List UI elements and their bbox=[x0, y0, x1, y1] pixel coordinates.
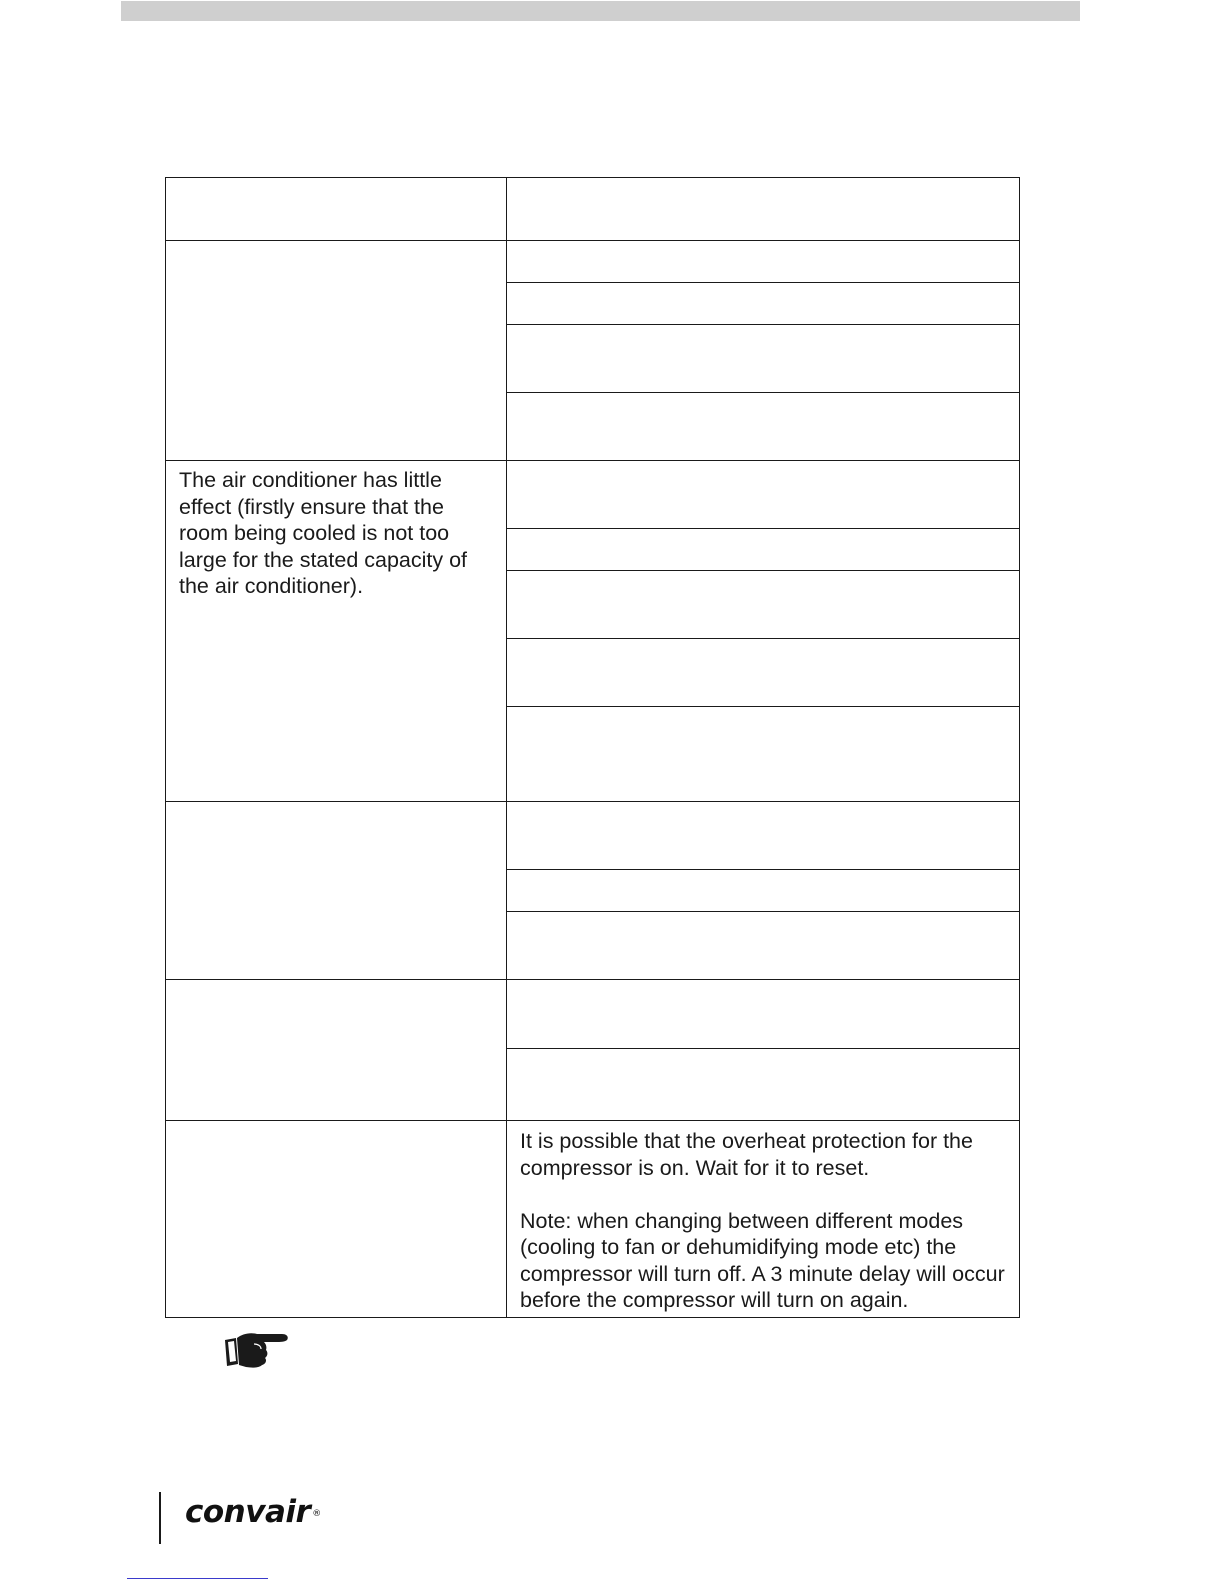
troubleshooting-table bbox=[165, 177, 1020, 1318]
table-row bbox=[166, 461, 1020, 529]
solution-cell bbox=[507, 529, 1020, 571]
header-band bbox=[121, 1, 1080, 21]
table-header-row bbox=[166, 178, 1020, 241]
solution-cell bbox=[507, 393, 1020, 461]
problem-cell-1 bbox=[166, 241, 507, 461]
bottom-underline bbox=[127, 1578, 268, 1579]
header-solution-cell bbox=[507, 178, 1020, 241]
problem-cell-2: The air conditioner has little effect (firstly ensure that the room being cooled is not too large for the stated capacity of the air conditioner). bbox=[166, 461, 507, 802]
solution-cell bbox=[507, 241, 1020, 283]
table-row bbox=[166, 1121, 1020, 1318]
solution-cell bbox=[507, 639, 1020, 707]
solution-cell bbox=[507, 802, 1020, 870]
footer-divider bbox=[159, 1492, 161, 1544]
solution-cell bbox=[507, 1049, 1020, 1121]
solution-cell bbox=[507, 980, 1020, 1049]
solution-cell bbox=[507, 870, 1020, 912]
problem-cell-3 bbox=[166, 802, 507, 980]
solution-cell bbox=[507, 707, 1020, 802]
solution-paragraph: It is possible that the overheat protection for the compressor is on. Wait for it to reset. bbox=[520, 1129, 973, 1180]
registered-mark: ® bbox=[312, 1509, 321, 1519]
solution-cell bbox=[507, 325, 1020, 393]
solution-note-paragraph: Note: when changing between different modes (cooling to fan or dehumidifying mode etc) the compressor will turn off. A 3 minute delay will occur before the compressor will turn on again. bbox=[520, 1208, 1005, 1312]
solution-cell bbox=[507, 283, 1020, 325]
brand-logo: convair ® bbox=[185, 1494, 321, 1530]
solution-cell-compressor bbox=[507, 1121, 1020, 1318]
solution-cell bbox=[507, 571, 1020, 639]
table-row bbox=[166, 802, 1020, 870]
solution-cell bbox=[507, 461, 1020, 529]
problem-cell-5 bbox=[166, 1121, 507, 1318]
pointing-hand-icon bbox=[224, 1330, 290, 1370]
problem-cell-4 bbox=[166, 980, 507, 1121]
table-row bbox=[166, 980, 1020, 1049]
header-problem-cell bbox=[166, 178, 507, 241]
solution-cell bbox=[507, 912, 1020, 980]
table-row bbox=[166, 241, 1020, 283]
